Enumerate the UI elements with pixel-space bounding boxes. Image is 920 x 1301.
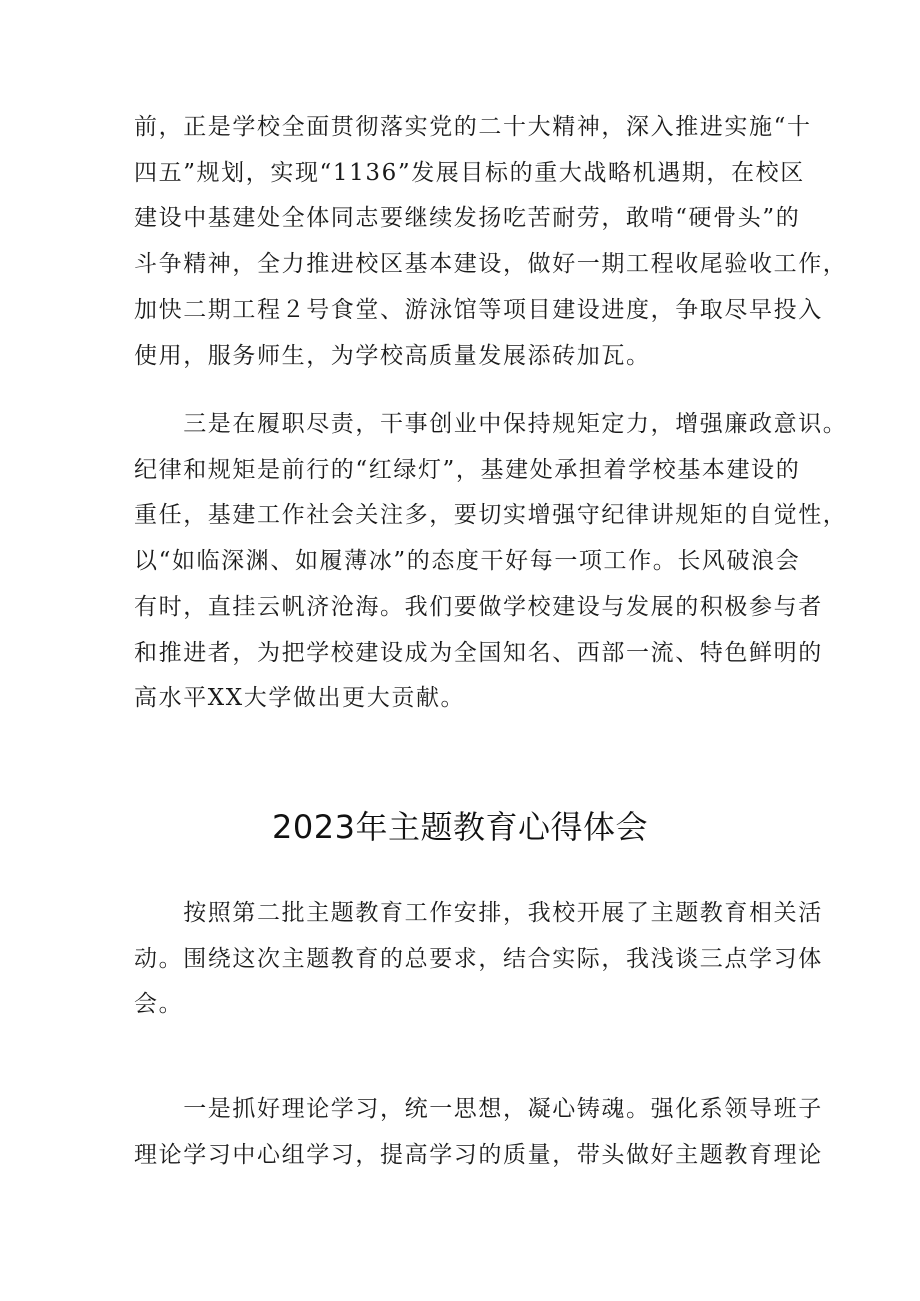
text-line: 高水平XX大学做出更大贡献。 [134, 685, 466, 712]
paragraph-intro [134, 891, 823, 1028]
text-line: 会。 [134, 991, 184, 1018]
text-line: 理论学习中心组学习，提高学习的质量，带头做好主题教育理论 [134, 1141, 823, 1168]
text-line: 以“如临深渊、如履薄冰”的态度干好每一项工作。长风破浪会 [134, 548, 801, 575]
text-line: 重任，基建工作社会关注多，要切实增强守纪律讲规矩的自觉性， [134, 502, 848, 529]
text-line: 按照第二批主题教育工作安排，我校开展了主题教育相关活 [134, 900, 823, 926]
text-line: 四五”规划，实现“1136”发展目标的重大战略机遇期，在校区 [134, 159, 805, 186]
text-line: 使用，服务师生，为学校高质量发展添砖加瓦。 [134, 342, 651, 369]
text-line: 三是在履职尽责，干事创业中保持规矩定力，增强廉政意识。 [134, 411, 848, 437]
text-line: 一是抓好理论学习，统一思想，凝心铸魂。强化系领导班子 [134, 1096, 823, 1122]
document-title: 2023年主题教育心得体会 [272, 808, 648, 846]
paragraph-campus-construction [134, 105, 848, 379]
text-line: 和推进者，为把学校建设成为全国知名、西部一流、特色鲜明的 [134, 639, 823, 666]
text-line: 加快二期工程２号食堂、游泳馆等项目建设进度，争取尽早投入 [134, 296, 823, 323]
text-line: 斗争精神，全力推进校区基本建设，做好一期工程收尾验收工作， [134, 251, 848, 278]
text-line: 前，正是学校全面贯彻落实党的二十大精神，深入推进实施“十 [134, 114, 812, 140]
text-line: 动。围绕这次主题教育的总要求，结合实际，我浅谈三点学习体 [134, 945, 823, 972]
text-line: 建设中基建处全体同志要继续发扬吃苦耐劳，敢啃“硬骨头”的 [134, 205, 801, 232]
paragraph-theory-study [134, 1087, 823, 1178]
text-line: 有时，直挂云帆济沧海。我们要做学校建设与发展的积极参与者 [134, 593, 823, 620]
text-line: 纪律和规矩是前行的“红绿灯”，基建处承担着学校基本建设的 [134, 456, 801, 483]
paragraph-integrity [134, 402, 848, 722]
